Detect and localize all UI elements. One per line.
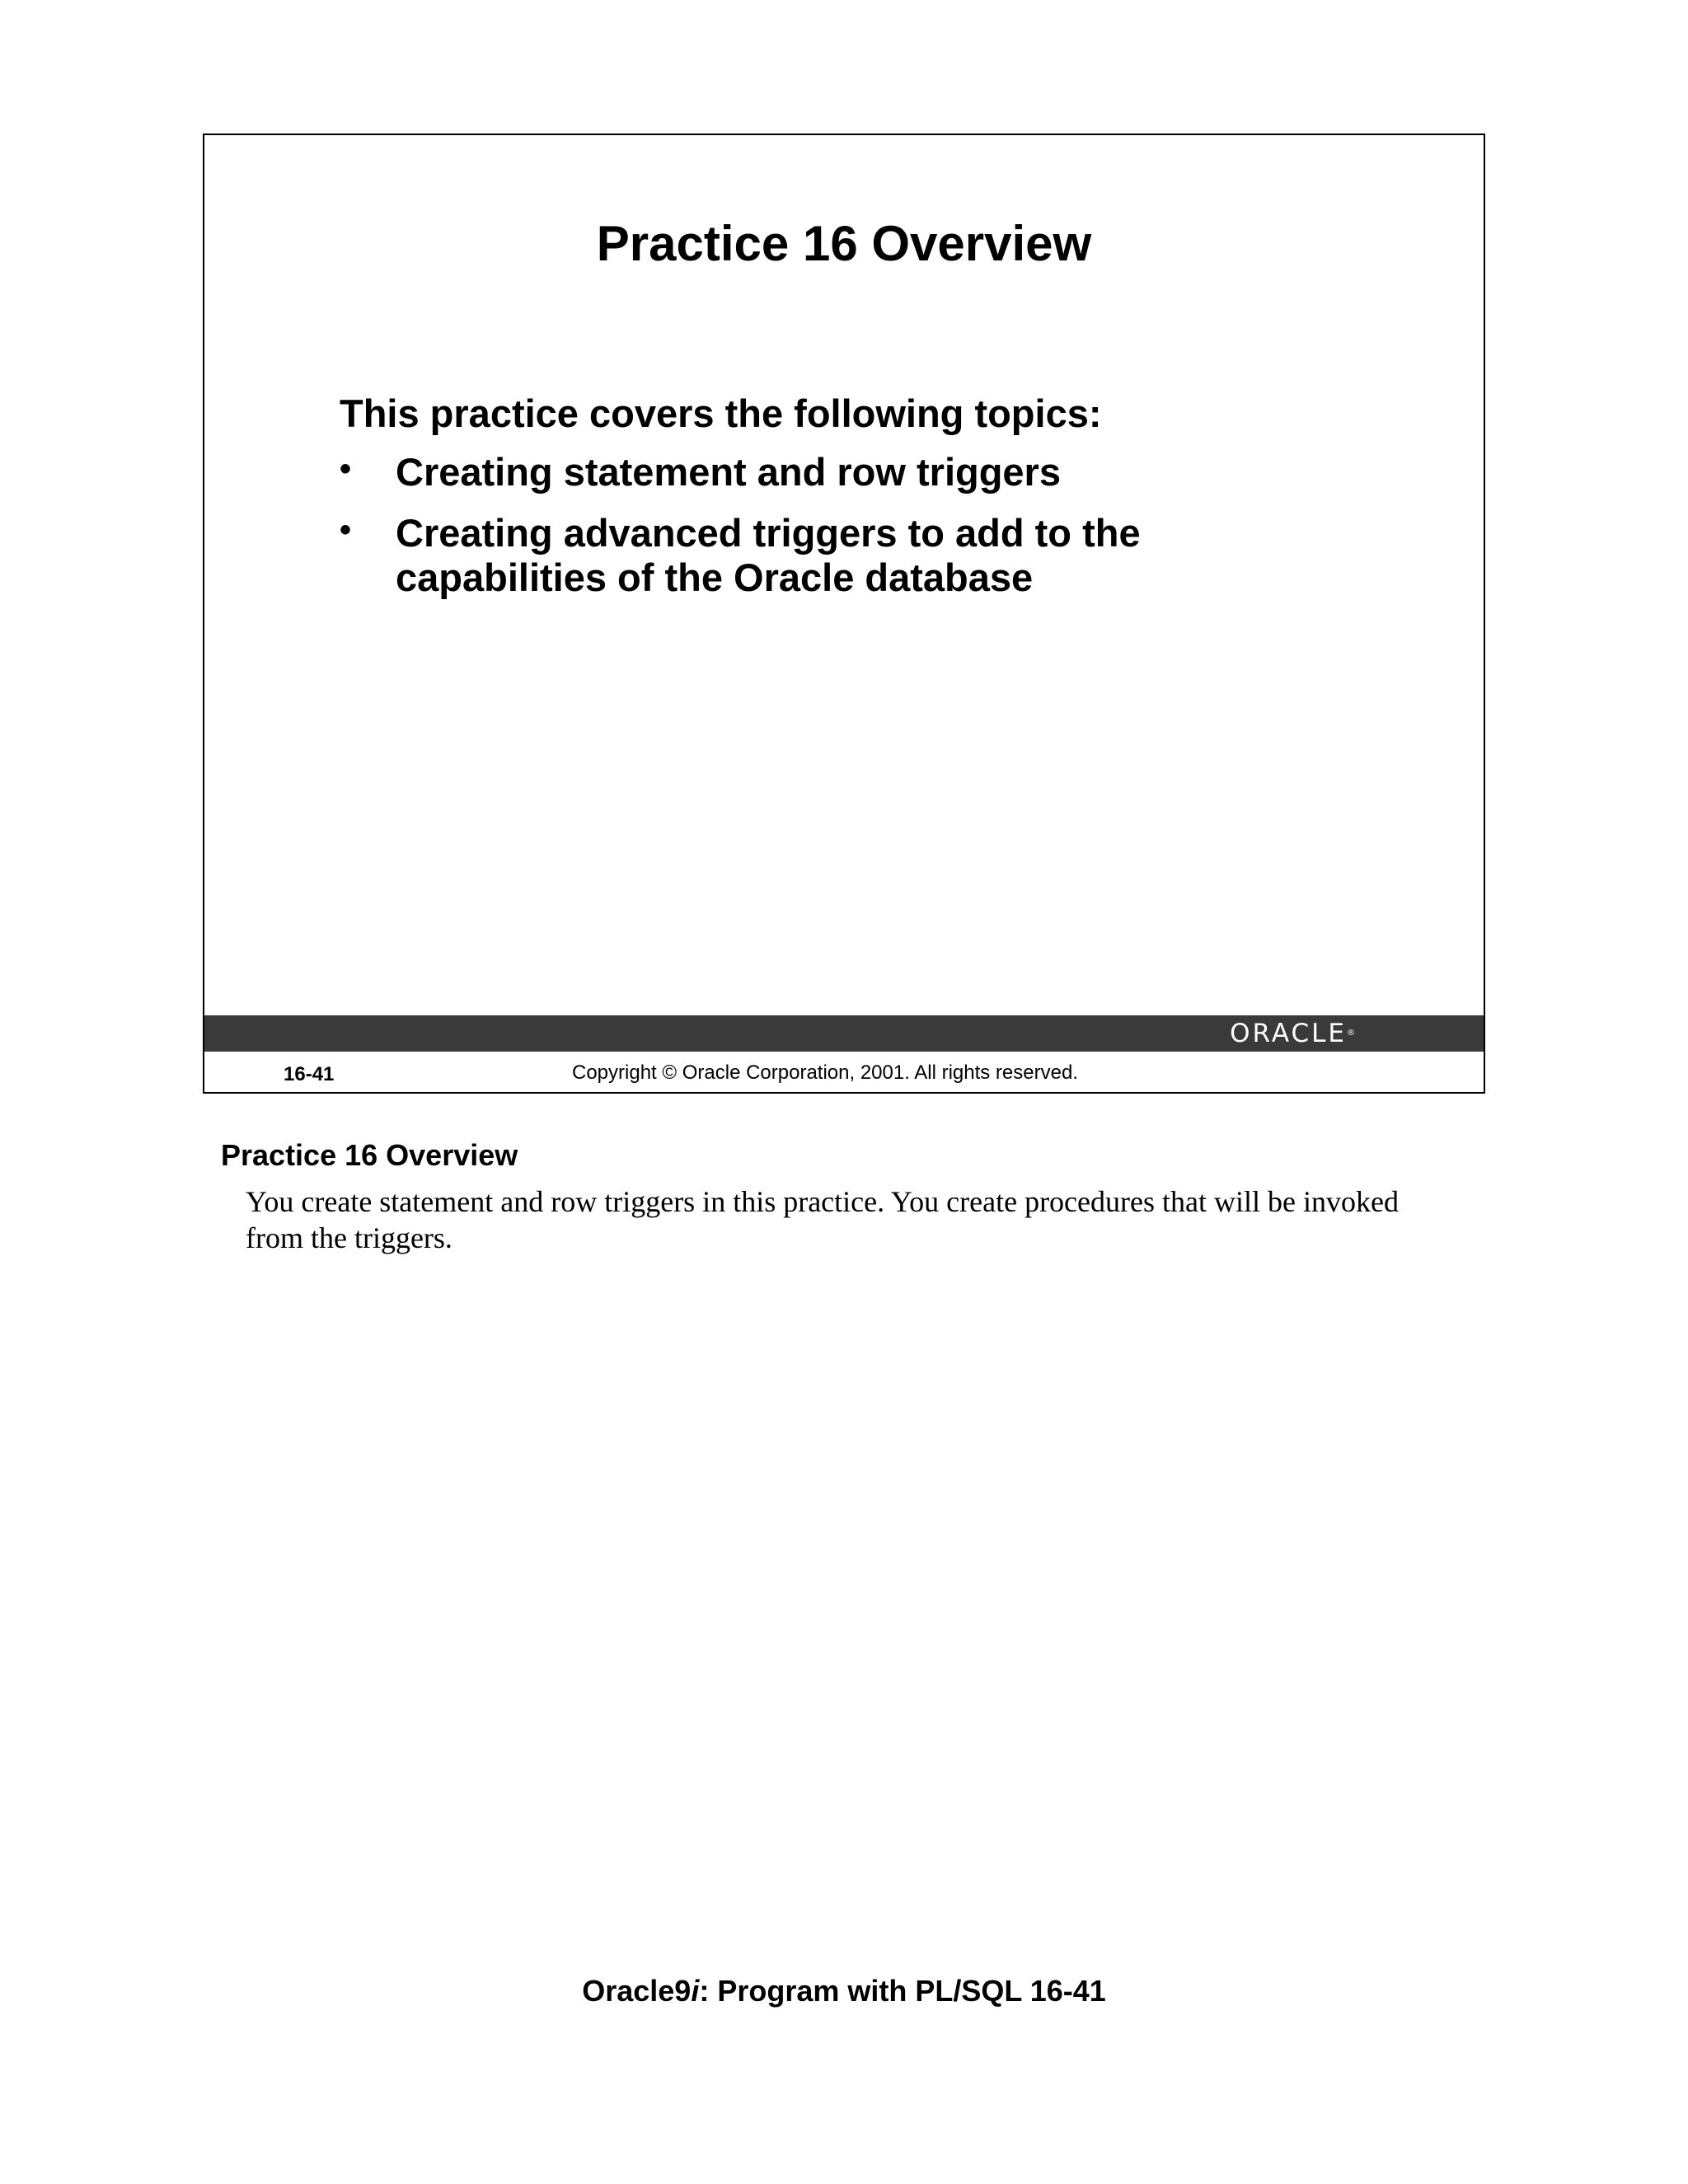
topic-list (340, 450, 1329, 616)
topic-text: Creating statement and row triggers (396, 450, 1061, 494)
slide-intro: This practice covers the following topics: (340, 391, 1102, 435)
footer-product-prefix: Oracle9 (582, 1974, 692, 2008)
slide-frame (203, 134, 1485, 1094)
copyright-notice: Copyright © Oracle Corporation, 2001. All rights reserved. (572, 1062, 1078, 1084)
brand-bar (204, 1015, 1484, 1052)
topic-item (340, 511, 1329, 600)
topic-text: Creating advanced triggers to add to the capabilities of the Oracle database (396, 511, 1141, 599)
bullet-icon: • (340, 451, 352, 487)
oracle-logo (1230, 1018, 1355, 1049)
page-footer (0, 1973, 1688, 2009)
notes-body: You create statement and row triggers in this practice. You create procedures that will be invoked from the triggers. (246, 1185, 1399, 1254)
slide-title: Practice 16 Overview (596, 216, 1092, 271)
notes-heading: Practice 16 Overview (221, 1138, 518, 1172)
slide-footer (204, 1053, 1484, 1091)
footer-product-italic: i (691, 1974, 700, 2008)
slide-number: 16-41 (284, 1063, 335, 1085)
bullet-icon: • (340, 512, 352, 548)
topic-item (340, 450, 1329, 494)
oracle-logo-text: ORACLE (1230, 1019, 1347, 1048)
footer-product-suffix: : Program with PL/SQL 16-41 (699, 1974, 1106, 2008)
trademark-icon: ® (1347, 1029, 1355, 1038)
